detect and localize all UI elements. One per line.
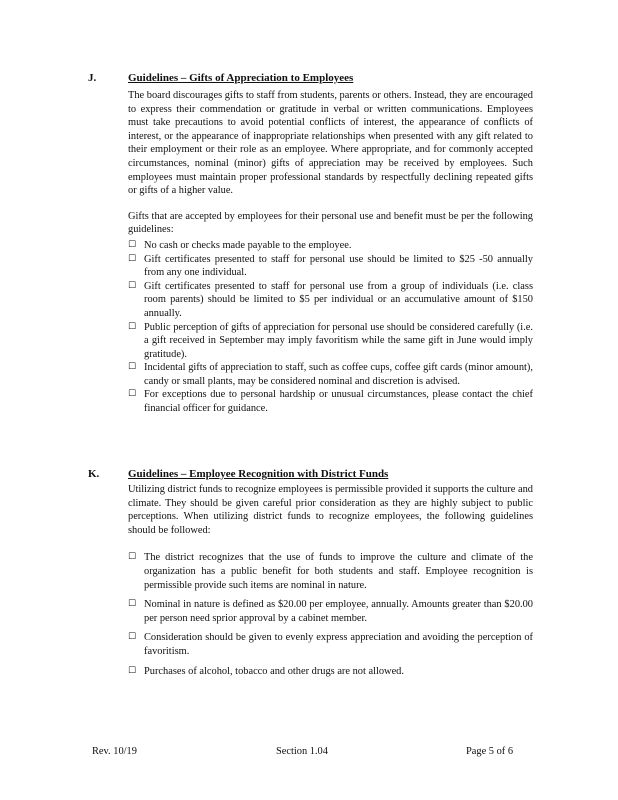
list-item-text: No cash or checks made payable to the employee. (144, 239, 352, 251)
paragraph: Utilizing district funds to recognize employees is permissible provided it supports the culture and climate. They should be given careful prior consideration as they are highly subject to public perceptions. When utilizing district funds to recognize employees, the following guidelines should be followed: (128, 484, 533, 536)
bullet-icon: ☐ (128, 665, 137, 676)
bullet-icon: ☐ (128, 321, 137, 332)
section-heading: Guidelines – Employee Recognition with District Funds (128, 468, 389, 480)
guideline-list (128, 551, 533, 678)
list-item (128, 253, 533, 280)
footer-page-number: Page 5 of 6 (466, 746, 514, 757)
list-item-text: Public perception of gifts of appreciation for personal use should be considered carefully (i.e. a gift received in September may imply favoritism while the same gift in June would imply gratitude). (144, 321, 533, 360)
section-letter: J. (88, 72, 97, 84)
list-item (128, 631, 533, 658)
list-item (128, 361, 533, 388)
footer-revision: Rev. 10/19 (92, 746, 137, 757)
bullet-icon: ☐ (128, 253, 137, 264)
list-item-text: Purchases of alcohol, tobacco and other drugs are not allowed. (144, 665, 404, 677)
list-item (128, 239, 533, 253)
bullet-icon: ☐ (128, 552, 137, 563)
section-body (128, 483, 533, 684)
list-item (128, 321, 533, 362)
bullet-icon: ☐ (128, 362, 137, 373)
list-item (128, 280, 533, 321)
bullet-icon: ☐ (128, 239, 137, 250)
list-item-text: Gift certificates presented to staff for personal use from a group of individuals (i.e. class room parents) should be limited to $5 per individual or an accumulative amount of $150 annually. (144, 280, 533, 319)
list-item (128, 388, 533, 415)
list-item-text: Nominal in nature is defined as $20.00 per employee, annually. Amounts greater than $20.00 per person need sprior approval by a cabinet member. (144, 599, 533, 624)
bullet-icon: ☐ (128, 632, 137, 643)
list-item-text: The district recognizes that the use of funds to improve the culture and climate of the organization has a public benefit for both students and staff. Employee recognition is permissible provide such items are nominal in nature. (144, 552, 533, 591)
bullet-icon: ☐ (128, 280, 137, 291)
list-item-text: Consideration should be given to evenly express appreciation and avoiding the perception of favoritism. (144, 632, 533, 657)
section-body (128, 89, 533, 416)
section-letter: K. (88, 468, 100, 480)
section-heading: Guidelines – Gifts of Appreciation to Employees (128, 72, 354, 84)
bullet-icon: ☐ (128, 599, 137, 610)
list-item (128, 551, 533, 592)
guideline-list (128, 239, 533, 416)
bullet-icon: ☐ (128, 389, 137, 400)
list-item-text: For exceptions due to personal hardship or unusual circumstances, please contact the chief financial officer for guidance. (144, 389, 533, 415)
list-item (128, 665, 533, 679)
list-item-text: Gift certificates presented to staff for personal use should be limited to $25 -50 annually from any one individual. (144, 253, 533, 279)
paragraph: Gifts that are accepted by employees for their personal use and benefit must be per the following guidelines: (128, 210, 533, 236)
list-item (128, 598, 533, 625)
footer-section: Section 1.04 (276, 746, 328, 757)
paragraph: The board discourages gifts to staff from students, parents or others. Instead, they are encouraged to express their commendation or gratitude in verbal or written communications. Employees must take precautions to avoid potential conflicts of interest, the appearance of conflicts of interest, or the appearance of inappropriate relationships when presented with any gift related to their employment or their role as an employee. Where appropriate, and for commonly accepted circumstances, nominal (minor) gifts of appreciation may be received by employees. Such employees must maintain proper professional standards by respectfully declining repeated gifts or gifts of a higher value. (128, 90, 533, 197)
list-item-text: Incidental gifts of appreciation to staff, such as coffee cups, coffee gift cards (minor amount), candy or small plants, may be considered nominal and discretion is advised. (144, 362, 533, 387)
